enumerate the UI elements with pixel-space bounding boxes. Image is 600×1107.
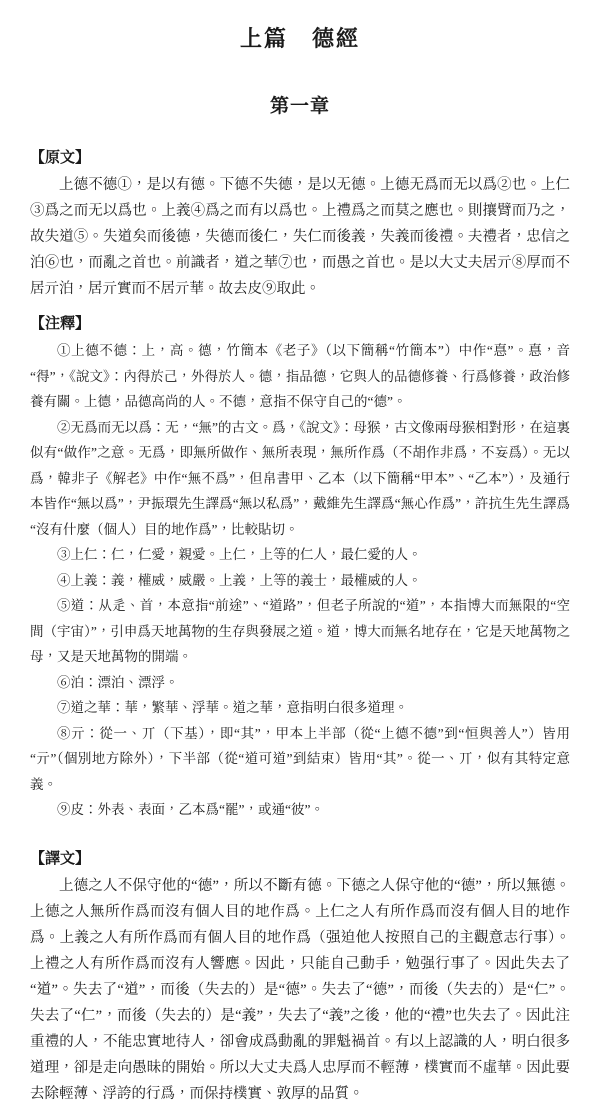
original-text-paragraph: 上德不德①，是以有德。下德不失德，是以无德。上德无爲而无以爲②也。上仁③爲之而无以爲也。上義④爲之而有以爲也。上禮爲之而莫之應也。則攘臂而乃之，故失道⑤。失道矣而後德，失德而後仁，失仁而後義，失義而後禮。夫禮者，忠信之泊⑥也，而亂之首也。前識者，道之華⑦也，而愚之首也。是以大丈夫居亓⑧厚而不居亓泊，居亓實而不居亓華。故去皮⑨取此。 [30,177,570,297]
translation-text-paragraph: 上德之人不保守他的“德”，所以不斷有德。下德之人保守他的“德”，所以無德。上德之人無所作爲而沒有個人目的地作爲。上仁之人有所作爲而沒有個人目的地作爲。上義之人有所作爲而有個人目的地作爲（强迫他人按照自己的主觀意志行事）。上禮之人有所作爲而沒有人響應。因此，只能自己動手，勉强行事了。因此失去了“道”。失去了“道”，而後（失去的）是“德”。失去了“德”，而後（失去的）是“仁”。失去了“仁”，而後（失去的）是“義”，失去了“義”之後，他的“禮”也失去了。因此注重禮的人，不能忠實地待人，卻會成爲動亂的罪魁禍首。有以上認識的人，明白很多道理，卻是走向愚昧的開始。所以大丈夫爲人忠厚而不輕薄，樸實而不虛華。因此要去除輕薄、浮誇的行爲，而保持樸實、敦厚的品質。 [30,877,570,1102]
section-annotations [30,312,570,823]
original-section-heading: 【原文】 [30,150,91,166]
note-item: ③上仁：仁，仁愛，親愛。上仁，上等的仁人，最仁愛的人。 [57,547,422,562]
note-item: ⑧亓：從一、丌（下基），即“其”，甲本上半部（從“上德不德”到“恒與善人”）皆用“亓”（個別地方除外），下半部（從“道可道”到結束）皆用“其”。從一、丌，似有其特定意義。 [30,725,570,792]
note-item: ④上義：義，權威，威嚴。上義，上等的義士，最權威的人。 [57,572,422,588]
section-translation [30,847,570,1107]
note-item: ⑦道之華：華，繁華、浮華。道之華，意指明白很多道理。 [57,700,408,715]
note-item: ⑨皮：外表、表面，乙本爲“罷”，或通“彼”。 [57,802,324,817]
page-title: 上篇 德經 [239,26,360,51]
annotations-section-heading: 【注釋】 [30,316,91,332]
note-item: ②无爲而无以爲：无，“無”的古文。爲，《說文》：母猴，古文像兩母猴相對形，在這裏似有“做作”之意。无爲，即無所做作、無所表現，無所作爲（不胡作非爲，不妄爲）。无以爲，韓非子《解老》中作“無不爲”，但帛書甲、乙本（以下簡稱“甲本”、“乙本”），及通行本皆作“無以爲”，尹振環先生譯爲“無以私爲”，戴維先生譯爲“無心作爲”，許抗生先生譯爲“沒有什麼（個人）目的地作爲”，比較貼切。 [30,419,570,537]
translation-section-heading: 【譯文】 [30,850,91,867]
chapter-title: 第一章 [269,96,330,117]
note-item: ⑥泊：漂泊、漂浮。 [57,674,179,690]
note-item: ⑤道：从辵、首，本意指“前途”、“道路”，但老子所說的“道”，本指博大而無限的“空間（宇宙）”，引申爲天地萬物的生存與發展之道。道，博大而無名地存在，它是天地萬物之母，又是天地萬物的開端。 [30,598,570,664]
note-item: ①上德不德：上，高。德，竹簡本《老子》（以下簡稱“竹簡本”）中作“惪”。惪，音“得”，《說文》：內得於己，外得於人。德，指品德，它與人的品德修養、行爲修養，政治修養有關。上德，品德高尚的人。不德，意指不保守自己的“德”。 [30,343,570,409]
section-original-text [30,146,570,302]
